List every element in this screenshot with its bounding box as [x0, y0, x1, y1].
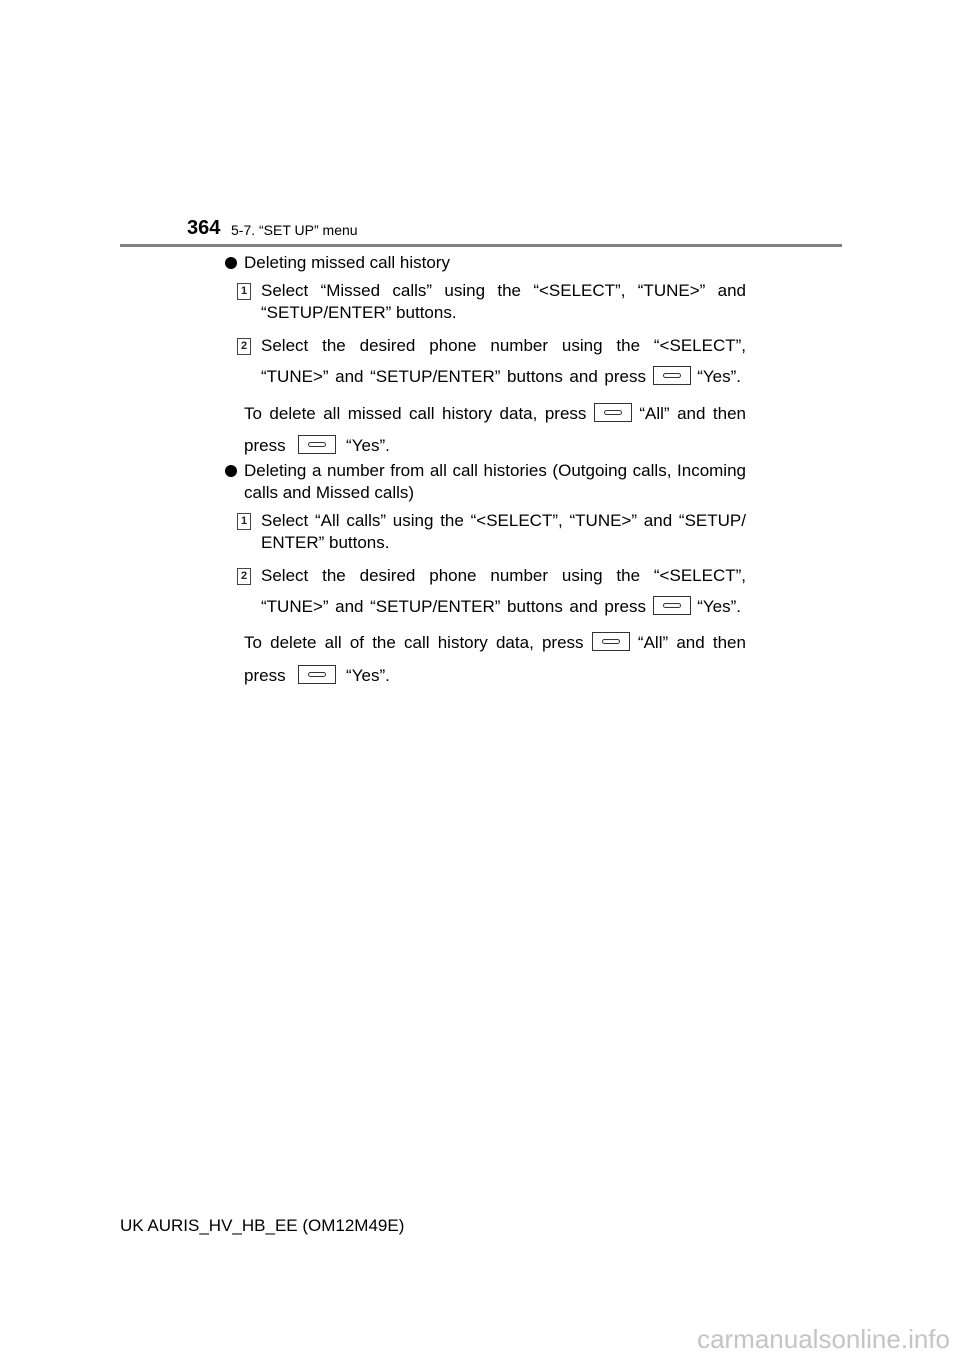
section-title-line: Deleting missed call history: [244, 253, 450, 272]
note-text: To delete all missed call history data, press: [244, 404, 587, 423]
switch-button-icon: [653, 366, 691, 385]
watermark: carmanualsonline.info: [697, 1324, 950, 1354]
page-number: 364: [187, 217, 221, 239]
note-text: To delete all of the call history data, press: [244, 633, 584, 652]
manual-code-footer: UK AURIS_HV_HB_EE (OM12M49E): [120, 1216, 405, 1235]
section-title-line: calls and Missed calls): [244, 483, 415, 502]
step-number-badge: 2: [237, 338, 251, 355]
step-number-badge: 1: [237, 513, 251, 530]
step-text: “TUNE>” and “SETUP/ENTER” buttons and press: [261, 367, 646, 386]
note-text: “Yes”.: [346, 666, 390, 685]
switch-button-icon: [594, 403, 632, 422]
note-text-line: [244, 665, 390, 686]
note-text-line: [244, 403, 746, 424]
step-text-line: Select “Missed calls” using the “<SELECT”, “TUNE>” and: [261, 281, 746, 300]
step-text: “Yes”.: [697, 367, 741, 386]
switch-button-pill: [663, 603, 681, 608]
bullet-icon: [225, 257, 237, 269]
step-text-line: [261, 596, 741, 617]
note-text: “All” and then: [639, 404, 746, 423]
step-text-line: ENTER” buttons.: [261, 533, 390, 552]
note-text-line: [244, 632, 746, 653]
switch-button-icon: [592, 632, 630, 651]
note-text: “All” and then: [637, 633, 746, 652]
section-heading: 5-7. “SET UP” menu: [231, 222, 358, 238]
switch-button-icon: [298, 435, 336, 454]
step-text: “Yes”.: [697, 597, 741, 616]
switch-button-pill: [308, 442, 326, 447]
switch-button-pill: [602, 639, 620, 644]
step-text-line: Select the desired phone number using the “<SELECT”,: [261, 566, 746, 585]
step-text-line: “SETUP/ENTER” buttons.: [261, 303, 457, 322]
note-text: “Yes”.: [346, 436, 390, 455]
step-text-line: [261, 366, 741, 387]
switch-button-pill: [308, 672, 326, 677]
switch-button-pill: [663, 373, 681, 378]
note-text-line: [244, 435, 390, 456]
step-number-badge: 1: [237, 283, 251, 300]
switch-button-icon: [653, 596, 691, 615]
switch-button-icon: [298, 665, 336, 684]
note-text: press: [244, 666, 286, 685]
step-text-line: Select “All calls” using the “<SELECT”, “TUNE>” and “SETUP/: [261, 511, 746, 530]
note-text: press: [244, 436, 286, 455]
bullet-icon: [225, 465, 237, 477]
step-text: “TUNE>” and “SETUP/ENTER” buttons and press: [261, 597, 646, 616]
header-divider: [120, 244, 842, 247]
step-number-badge: 2: [237, 568, 251, 585]
switch-button-pill: [604, 410, 622, 415]
step-text-line: Select the desired phone number using the “<SELECT”,: [261, 336, 746, 355]
section-title-line: Deleting a number from all call histories (Outgoing calls, Incoming: [244, 461, 746, 480]
